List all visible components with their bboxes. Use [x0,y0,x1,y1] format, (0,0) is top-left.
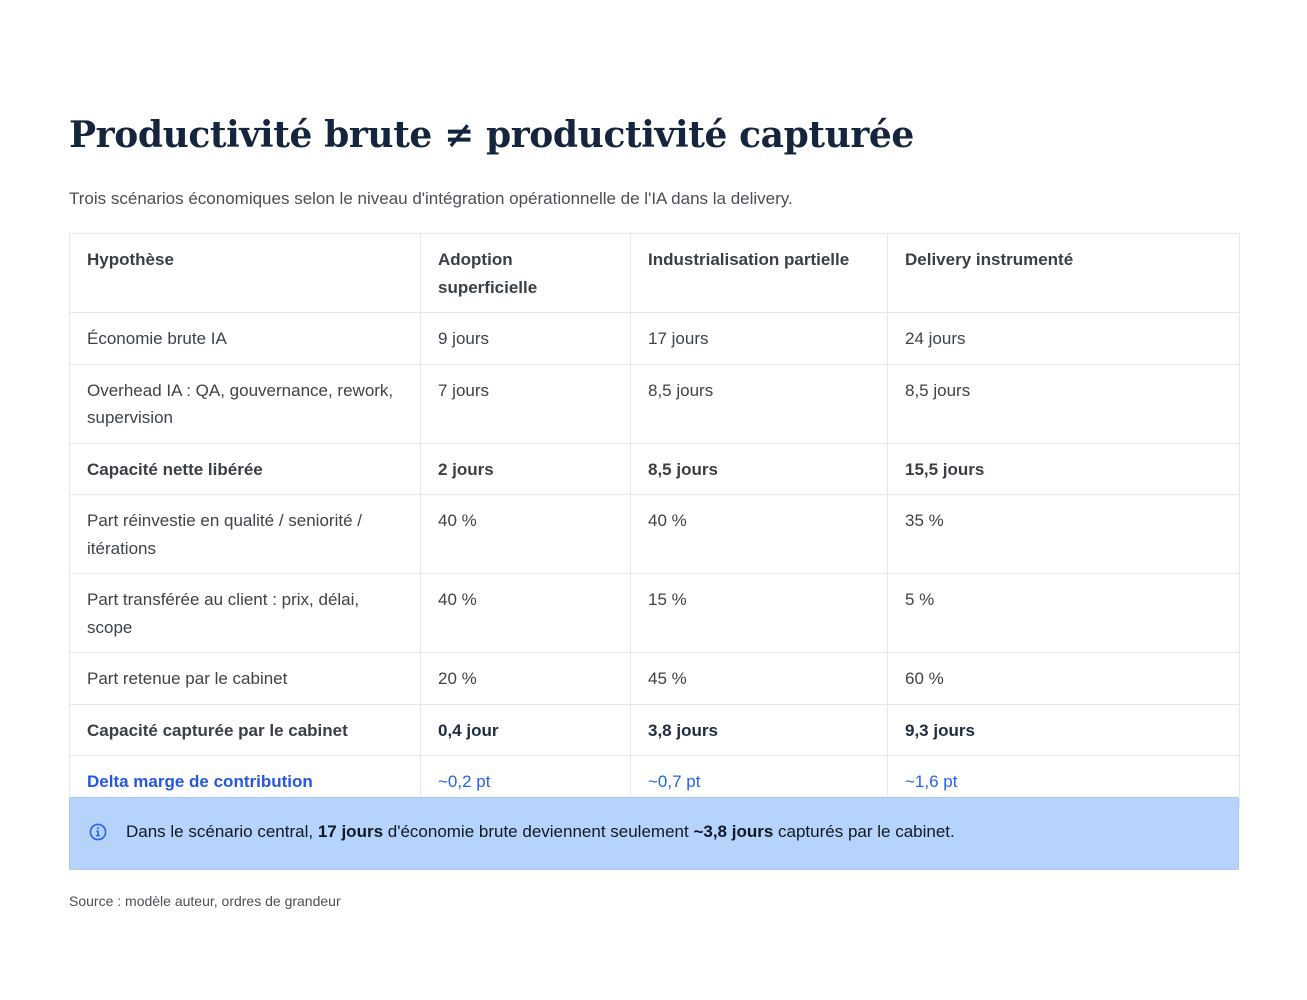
callout-text-part: d'économie brute deviennent seulement [383,822,694,841]
table-cell: 9,3 jours [888,704,1240,756]
table-cell: 40 % [421,495,631,574]
table-cell: ~1,6 pt [888,756,1240,808]
callout-highlight: 17 jours [317,822,384,841]
table-row-overhead [70,364,1240,443]
table-cell: 35 % [888,495,1240,574]
table-cell: 8,5 jours [631,364,888,443]
source-note: Source : modèle auteur, ordres de grandeur [69,893,341,909]
row-label: Capacité nette libérée [70,443,421,495]
header-delivery-instrumente: Delivery instrumenté [888,234,1240,313]
row-label: Capacité capturée par le cabinet [70,704,421,756]
row-label: Overhead IA : QA, gouvernance, rework, supervision [70,364,421,443]
table-cell: 60 % [888,653,1240,705]
header-industrialisation-partielle: Industrialisation partielle [631,234,888,313]
table-cell: 40 % [631,495,888,574]
table-cell: 2 jours [421,443,631,495]
callout-highlight: ~3,8 jours [693,822,774,841]
table-cell: 9 jours [421,313,631,365]
table-row-part-transferee [70,574,1240,653]
table-row-capacite-nette [70,443,1240,495]
table-header-row [70,234,1240,313]
row-label: Économie brute IA [70,313,421,365]
table-cell: 5 % [888,574,1240,653]
table-cell: 7 jours [421,364,631,443]
table-cell: 17 jours [631,313,888,365]
row-label: Part réinvestie en qualité / seniorité / itérations [70,495,421,574]
table-row-part-reinvestie [70,495,1240,574]
table-cell: 24 jours [888,313,1240,365]
row-label: Part transférée au client : prix, délai, scope [70,574,421,653]
info-icon [89,823,107,841]
callout-text [126,819,955,845]
table-cell: 0,4 jour [421,704,631,756]
table-cell: 20 % [421,653,631,705]
table-cell: 8,5 jours [888,364,1240,443]
scenario-table [69,233,1240,808]
table-cell: 15,5 jours [888,443,1240,495]
table-row-part-retenue [70,653,1240,705]
row-label: Part retenue par le cabinet [70,653,421,705]
callout-text-part: Dans le scénario central, [126,822,318,841]
table-cell: ~0,7 pt [631,756,888,808]
callout-text-part: capturés par le cabinet. [773,822,955,841]
page-subtitle: Trois scénarios économiques selon le niveau d'intégration opérationnelle de l'IA dans la delivery. [69,189,793,208]
table-cell: 45 % [631,653,888,705]
table-cell: 3,8 jours [631,704,888,756]
table-cell: ~0,2 pt [421,756,631,808]
table-row-economie-brute [70,313,1240,365]
table-cell: 40 % [421,574,631,653]
header-adoption-superficielle: Adoption superficielle [421,234,631,313]
table-cell: 15 % [631,574,888,653]
row-label: Delta marge de contribution [70,756,421,808]
info-callout [69,797,1239,870]
table-row-capacite-capturee [70,704,1240,756]
table-cell: 8,5 jours [631,443,888,495]
header-hypothese: Hypothèse [70,234,421,313]
page-title: Productivité brute ≠ productivité capturée [69,114,914,156]
